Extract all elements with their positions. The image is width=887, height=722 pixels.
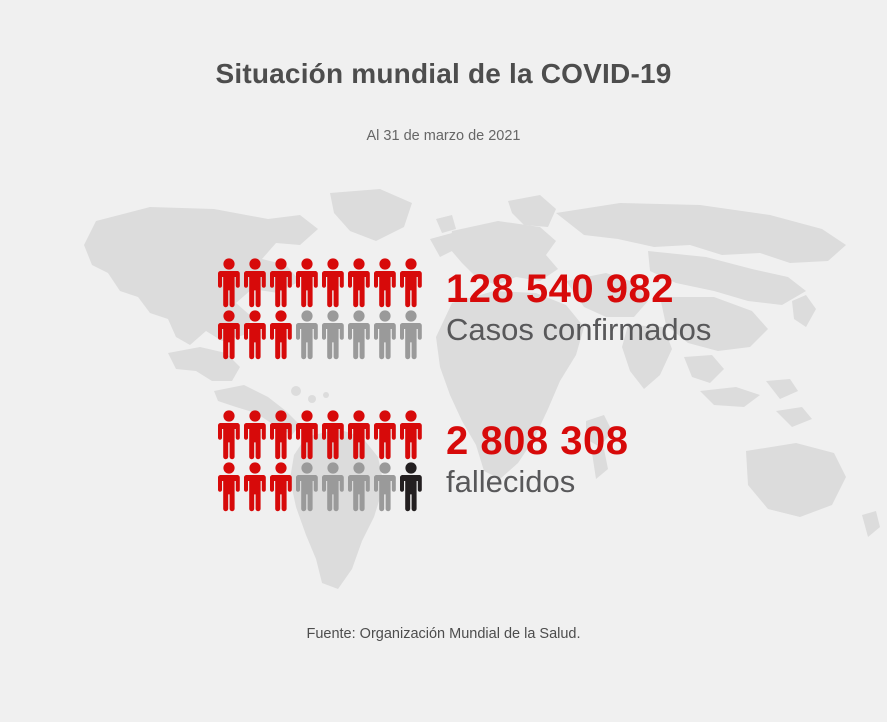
confirmed-cases-label: Casos confirmados — [446, 312, 712, 348]
person-icon — [346, 408, 372, 460]
person-icon — [398, 256, 424, 308]
person-icon — [242, 256, 268, 308]
person-icon — [242, 408, 268, 460]
person-icon — [268, 460, 294, 512]
person-icon — [216, 256, 242, 308]
person-icon-inactive — [346, 460, 372, 512]
person-icon-inactive — [294, 308, 320, 360]
person-icon-inactive — [346, 308, 372, 360]
source-note: Fuente: Organización Mundial de la Salud. — [306, 626, 581, 642]
deaths-label: fallecidos — [446, 464, 576, 500]
person-icon — [242, 308, 268, 360]
person-icon-inactive — [372, 308, 398, 360]
pictogram-deaths — [216, 408, 424, 512]
person-icon — [320, 408, 346, 460]
page-title: Situación mundial de la COVID-19 — [215, 58, 672, 89]
person-icon — [372, 256, 398, 308]
stat-block-confirmed-cases — [216, 256, 711, 360]
person-icon — [294, 408, 320, 460]
person-icon-inactive — [294, 460, 320, 512]
person-icon-dark — [398, 460, 424, 512]
person-icon — [398, 408, 424, 460]
person-icon — [320, 256, 346, 308]
deaths-value: 2 808 308 — [446, 419, 629, 464]
person-icon-inactive — [372, 460, 398, 512]
person-icon — [346, 256, 372, 308]
person-icon — [216, 408, 242, 460]
person-icon — [216, 308, 242, 360]
person-icon — [216, 460, 242, 512]
person-icon — [268, 408, 294, 460]
pictogram-confirmed-cases — [216, 256, 424, 360]
person-icon — [372, 408, 398, 460]
person-icon-inactive — [320, 308, 346, 360]
page-subtitle: Al 31 de marzo de 2021 — [366, 128, 521, 144]
person-icon — [242, 460, 268, 512]
stat-block-deaths — [216, 408, 628, 512]
stat-labels-confirmed-cases — [446, 268, 711, 348]
person-icon — [268, 256, 294, 308]
confirmed-cases-value: 128 540 982 — [446, 267, 674, 312]
person-icon-inactive — [320, 460, 346, 512]
person-icon — [268, 308, 294, 360]
stat-labels-deaths — [446, 420, 628, 500]
person-icon-inactive — [398, 308, 424, 360]
person-icon — [294, 256, 320, 308]
world-map-background — [0, 185, 887, 605]
